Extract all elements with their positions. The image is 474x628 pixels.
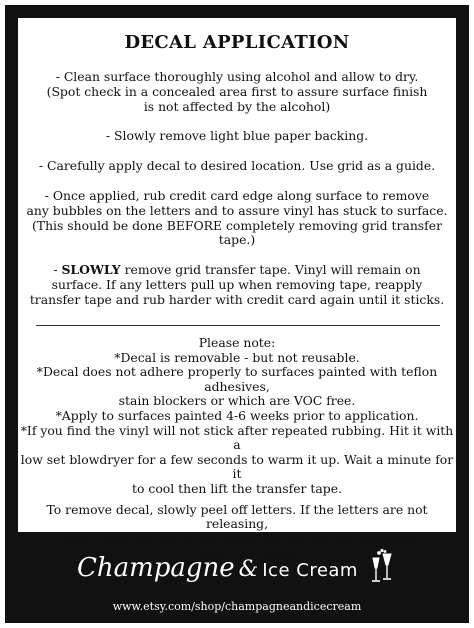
- step-4-line-3: (This should be done BEFORE completely removing grid transfer tape.): [31, 217, 443, 248]
- note-4-line-3: to cool then lift the transfer tape.: [132, 480, 342, 496]
- step-2-line-1: - Slowly remove light blue paper backing.: [105, 128, 369, 144]
- page-title: DECAL APPLICATION: [124, 32, 350, 53]
- brand-logo: [18, 545, 456, 594]
- notes-heading: Please note:: [198, 335, 276, 350]
- note-1: *Decal is removable - but not reusable.: [114, 349, 360, 365]
- step-1-line-1: - Clean surface thoroughly using alcohol and allow to dry.: [55, 69, 419, 84]
- step-4-line-2: any bubbles on the letters and to assure vinyl has stuck to surface.: [26, 202, 448, 218]
- removal-line-2: warm them up with a hair dryer on low and the adhesive: [58, 530, 416, 546]
- instruction-panel: [18, 18, 456, 561]
- notes-section: [18, 336, 456, 561]
- note-2-line-2: stain blockers or which are VOC free.: [118, 393, 356, 409]
- logo-word-champagne: Champagne: [76, 553, 235, 583]
- divider: [36, 325, 440, 326]
- step-2: [18, 129, 456, 144]
- logo-word-ice-cream: Ice Cream: [262, 560, 358, 581]
- step-5-line-3: transfer tape and rub harder with credit card again until it sticks.: [29, 291, 445, 307]
- step-1: [18, 70, 456, 114]
- step-3: [18, 159, 456, 174]
- step-4: [18, 189, 456, 248]
- step-1-line-2: (Spot check in a concealed area first to assure surface finish: [46, 83, 428, 99]
- step-1-line-3: is not affected by the alcohol): [143, 98, 331, 114]
- note-4-line-1: *If you find the vinyl will not stick after repeated rubbing. Hit it with a: [20, 422, 454, 453]
- step-5: [18, 263, 456, 307]
- logo-text: [77, 553, 358, 583]
- step-3-line-1: - Carefully apply decal to desired location. Use grid as a guide.: [38, 158, 436, 174]
- instructions: [18, 70, 456, 308]
- step-4-line-1: - Once applied, rub credit card edge along surface to remove: [44, 187, 430, 203]
- step-5-prefix: -: [53, 262, 62, 278]
- step-5-line-1-rest: remove grid transfer tape. Vinyl will remain on: [120, 262, 421, 278]
- logo-ampersand: &: [238, 557, 259, 582]
- removal-line-3: will begin to release.: [171, 545, 303, 561]
- step-5-line-2: surface. If any letters pull up when removing tape, reapply: [51, 276, 423, 292]
- note-2-line-1: *Decal does not adhere properly to surfaces painted with teflon adhesives,: [36, 364, 438, 394]
- note-3: *Apply to surfaces painted 4-6 weeks prior to application.: [55, 407, 419, 423]
- step-5-bold: SLOWLY: [61, 262, 121, 278]
- removal-line-1: To remove decal, slowly peel off letters. If the letters are not releasing,: [46, 501, 428, 532]
- champagne-glasses-icon: [367, 548, 397, 588]
- shop-url: www.etsy.com/shop/champagneandicecream: [112, 600, 362, 613]
- note-4-line-2: low set blowdryer for a few seconds to warm it up. Wait a minute for it: [20, 451, 454, 482]
